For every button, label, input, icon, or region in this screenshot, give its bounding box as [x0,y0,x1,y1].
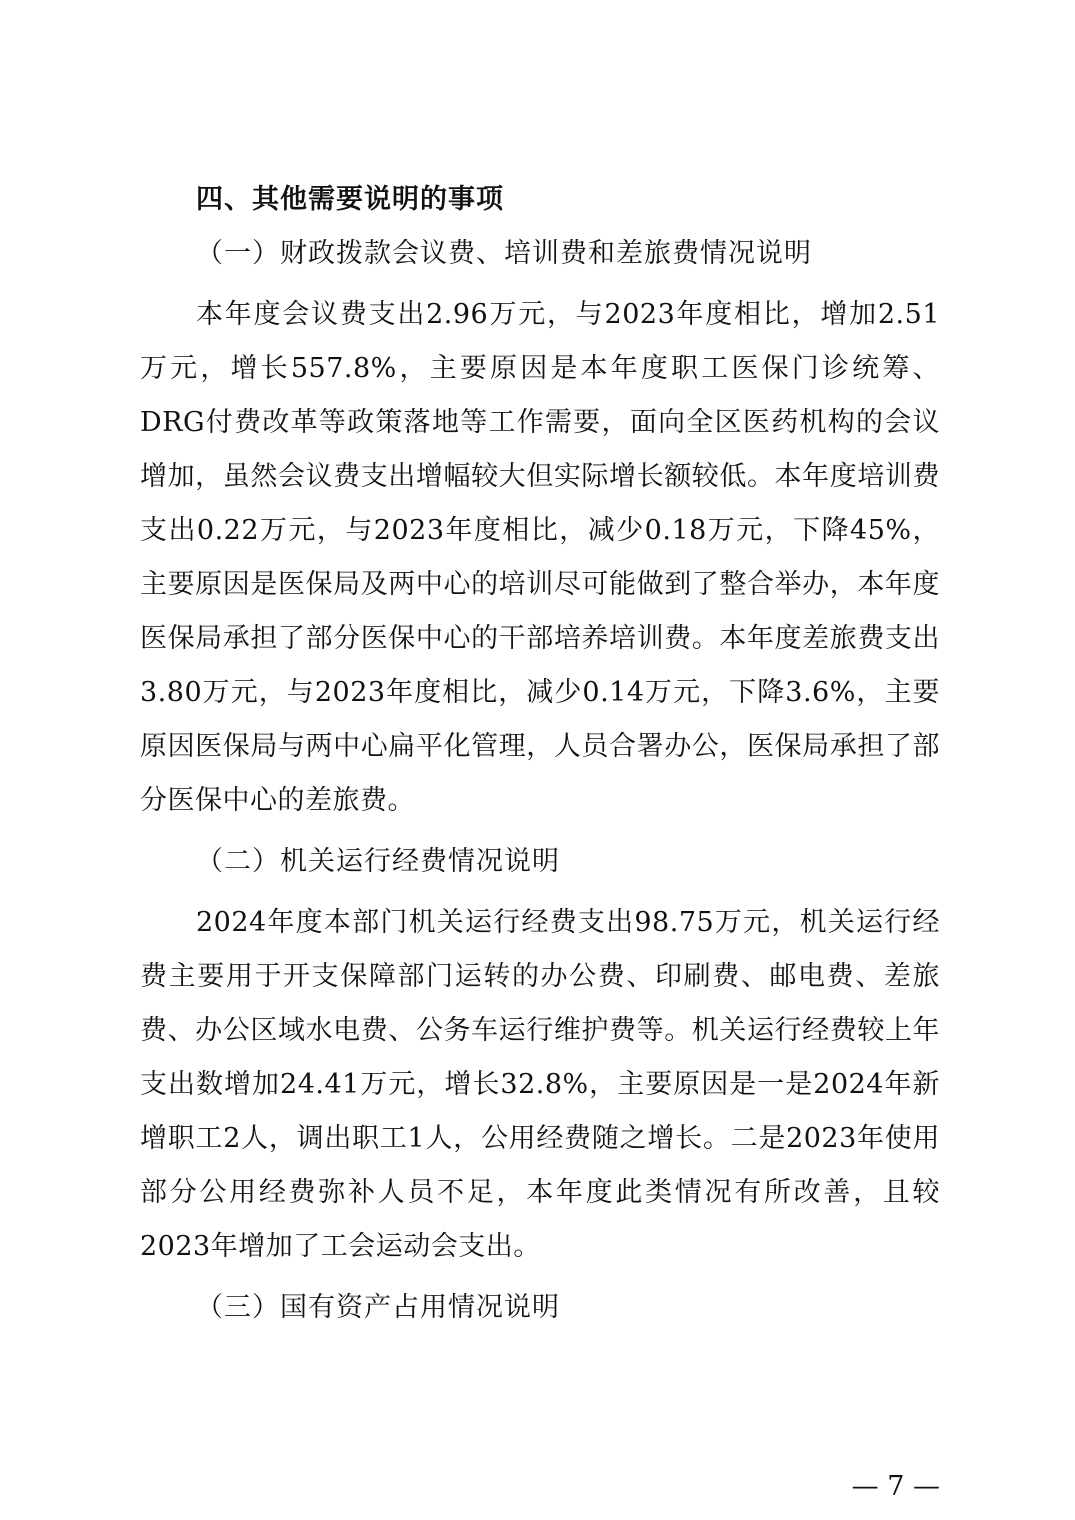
subsection-heading-3: （三）国有资产占用情况说明 [196,1292,560,1323]
subsection-heading-1: （一）财政拨款会议费、培训费和差旅费情况说明 [196,238,812,269]
section-heading: 四、其他需要说明的事项 [196,184,504,215]
paragraph-operating-expenses: 2024年度本部门机关运行经费支出98.75万元，机关运行经费主要用于开支保障部门运转的办公费、印刷费、邮电费、差旅费、办公区域水电费、公务车运行维护费等。机关运行经费较上年支出数增加24.41万元，增长32.8%，主要原因是一是2024年新增职工2人，调出职工1人，公用经费随之增长。二是2023年使用部分公用经费弥补人员不足，本年度此类情况有所改善，且较2023年增加了工会运动会支出。 [140,907,940,1262]
subsection-heading-2: （二）机关运行经费情况说明 [196,846,560,877]
paragraph-meeting-training-travel: 本年度会议费支出2.96万元，与2023年度相比，增加2.51万元，增长557.8%，主要原因是本年度职工医保门诊统筹、DRG付费改革等政策落地等工作需要，面向全区医药机构的会议增加，虽然会议费支出增幅较大但实际增长额较低。本年度培训费支出0.22万元，与2023年度相比，减少0.18万元，下降45%，主要原因是医保局及两中心的培训尽可能做到了整合举办，本年度医保局承担了部分医保中心的干部培养培训费。本年度差旅费支出3.80万元，与2023年度相比，减少0.14万元，下降3.6%，主要原因医保局与两中心扁平化管理，人员合署办公，医保局承担了部分医保中心的差旅费。 [140,299,940,816]
document-page [140,180,940,1342]
page-number: — 7 — [851,1471,940,1502]
